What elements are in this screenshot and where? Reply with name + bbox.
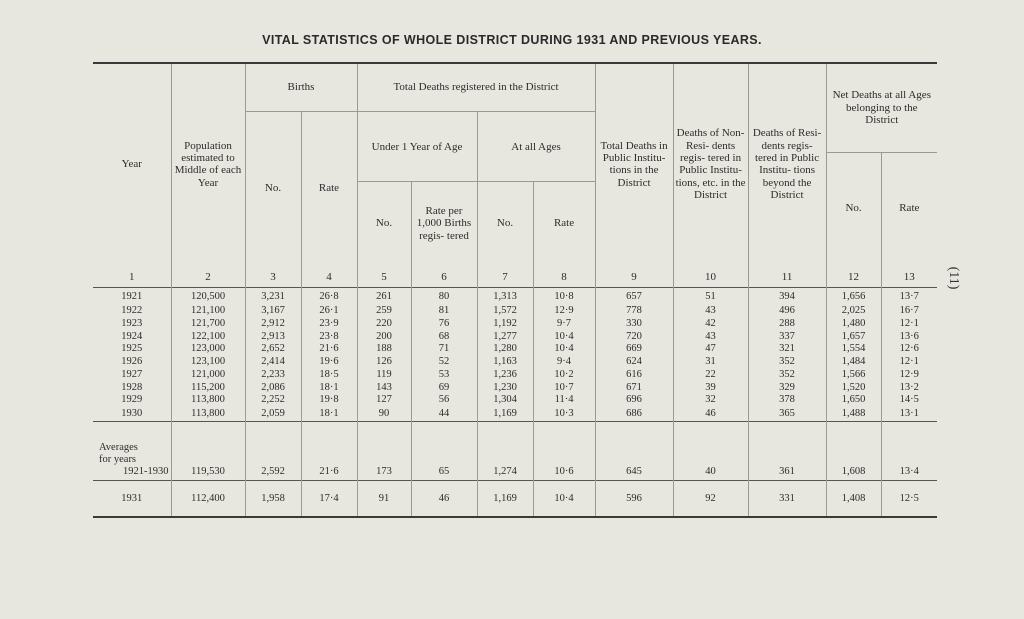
table-cell: 1,277	[477, 330, 533, 343]
averages-cell: 1,274	[477, 421, 533, 480]
header-under1-no: No.	[357, 182, 411, 265]
table-cell: 90	[357, 407, 411, 422]
averages-cell: 21·6	[301, 421, 357, 480]
page-number: (11)	[946, 266, 961, 290]
table-cell: 122,100	[171, 330, 245, 343]
year-1931-cell: 17·4	[301, 481, 357, 517]
table-cell: 9·4	[533, 356, 595, 369]
table-cell: 330	[595, 318, 673, 331]
table-cell: 68	[411, 330, 477, 343]
table-cell: 10·4	[533, 330, 595, 343]
table-cell: 32	[673, 394, 748, 407]
table-cell: 10·2	[533, 368, 595, 381]
table-cell: 46	[673, 407, 748, 422]
table-cell: 3,167	[245, 305, 301, 318]
table-cell: 1930	[121, 407, 143, 419]
table-cell: 115,200	[171, 381, 245, 394]
year-1931-cell: 331	[748, 481, 826, 517]
vital-statistics-table	[93, 62, 937, 518]
table-cell: 337	[748, 330, 826, 343]
year-1931-cell: 91	[357, 481, 411, 517]
table-cell: 26·1	[301, 305, 357, 318]
table-cell: 1,280	[477, 343, 533, 356]
table-cell: 321	[748, 343, 826, 356]
table-cell: 13·2	[881, 381, 937, 394]
year-1931-cell: 46	[411, 481, 477, 517]
table-cell: 21·6	[301, 343, 357, 356]
table-cell: 329	[748, 381, 826, 394]
table-cell: 1,163	[477, 356, 533, 369]
header-net-deaths: Net Deaths at all Ages belonging to the District	[826, 63, 937, 152]
table-cell: 1929	[121, 394, 143, 406]
year-1931-cell: 596	[595, 481, 673, 517]
table-cell: 657	[595, 288, 673, 305]
header-all-no: No.	[477, 182, 533, 265]
table-cell: 2,233	[245, 368, 301, 381]
table-cell: 1922	[121, 305, 143, 317]
table-cell: 22	[673, 368, 748, 381]
table-cell: 120,500	[171, 288, 245, 305]
table-cell: 1,480	[826, 318, 881, 331]
table-cell: 9·7	[533, 318, 595, 331]
table-cell: 16·7	[881, 305, 937, 318]
table-cell: 671	[595, 381, 673, 394]
table-cell: 44	[411, 407, 477, 422]
column-number: 4	[301, 265, 357, 288]
table-cell: 669	[595, 343, 673, 356]
table-cell: 18·1	[301, 407, 357, 422]
table-cell: 1,650	[826, 394, 881, 407]
header-deaths-non-residents: Deaths of Non- Resi- dents regis- tered in Public Institu- tions, etc. in the District	[673, 63, 748, 265]
table-cell: 121,700	[171, 318, 245, 331]
table-cell: 365	[748, 407, 826, 422]
table-cell: 352	[748, 368, 826, 381]
table-cell: 288	[748, 318, 826, 331]
table-cell: 1,304	[477, 394, 533, 407]
averages-cell: 173	[357, 421, 411, 480]
averages-label-line: 1921-1930	[123, 465, 169, 477]
table-cell: 2,025	[826, 305, 881, 318]
table-cell: 720	[595, 330, 673, 343]
table-cell: 2,414	[245, 356, 301, 369]
averages-cell: 40	[673, 421, 748, 480]
table-cell: 11·4	[533, 394, 595, 407]
table-cell: 1926	[121, 356, 143, 368]
table-cell: 12·6	[881, 343, 937, 356]
table-cell: 123,000	[171, 343, 245, 356]
header-deaths-residents: Deaths of Resi- dents regis- tered in Public Institu- tions beyond the District	[748, 63, 826, 265]
column-number: 5	[357, 265, 411, 288]
header-under1-rate: Rate per 1,000 Births regis- tered	[411, 182, 477, 265]
table-cell: 71	[411, 343, 477, 356]
table-cell: 1,554	[826, 343, 881, 356]
table-cell: 76	[411, 318, 477, 331]
column-number: 2	[171, 265, 245, 288]
header-all-rate: Rate	[533, 182, 595, 265]
averages-cell: 119,530	[171, 421, 245, 480]
table-cell: 3,231	[245, 288, 301, 305]
header-net-rate: Rate	[881, 152, 937, 264]
table-cell: 127	[357, 394, 411, 407]
table-cell: 2,086	[245, 381, 301, 394]
header-under-1-year: Under 1 Year of Age	[357, 112, 477, 182]
table-cell: 12·9	[881, 368, 937, 381]
column-number: 7	[477, 265, 533, 288]
table-cell: 352	[748, 356, 826, 369]
column-number: 12	[826, 265, 881, 288]
table-cell: 10·7	[533, 381, 595, 394]
table-cell: 119	[357, 368, 411, 381]
table-cell: 113,800	[171, 407, 245, 422]
table-cell: 696	[595, 394, 673, 407]
year-1931-cell: 1931	[93, 481, 171, 517]
table-cell: 1,236	[477, 368, 533, 381]
table-cell: 624	[595, 356, 673, 369]
table-cell: 1921	[93, 288, 171, 305]
column-number: 9	[595, 265, 673, 288]
table-cell: 1,169	[477, 407, 533, 422]
table-cell: 39	[673, 381, 748, 394]
header-total-deaths-public: Total Deaths in Public Institu- tions in the District	[595, 63, 673, 265]
averages-label-line: for years	[99, 453, 137, 465]
table-cell: 47	[673, 343, 748, 356]
table-cell: 2,652	[245, 343, 301, 356]
table-cell: 52	[411, 356, 477, 369]
averages-cell: 65	[411, 421, 477, 480]
table-cell: 113,800	[171, 394, 245, 407]
table-cell: 259	[357, 305, 411, 318]
table-cell: 1,566	[826, 368, 881, 381]
table-cell: 1925	[121, 343, 143, 355]
table-cell: 1,488	[826, 407, 881, 422]
table-cell: 13·7	[881, 288, 937, 305]
table-cell: 1927	[121, 368, 143, 380]
table-cell: 2,059	[245, 407, 301, 422]
table-cell: 12·1	[881, 318, 937, 331]
table-cell: 10·8	[533, 288, 595, 305]
header-net-no: No.	[826, 152, 881, 264]
averages-cell: 1,608	[826, 421, 881, 480]
averages-cell: 361	[748, 421, 826, 480]
year-1931-cell: 92	[673, 481, 748, 517]
table-cell: 23·9	[301, 318, 357, 331]
table-cell: 10·4	[533, 343, 595, 356]
column-number: 11	[748, 265, 826, 288]
table-cell: 18·1	[301, 381, 357, 394]
column-number: 8	[533, 265, 595, 288]
year-1931-cell: 12·5	[881, 481, 937, 517]
table-cell: 1,656	[826, 288, 881, 305]
averages-label	[93, 421, 171, 480]
table-cell: 778	[595, 305, 673, 318]
table-cell: 13·6	[881, 330, 937, 343]
table-cell: 1,572	[477, 305, 533, 318]
year-1931-cell: 1,408	[826, 481, 881, 517]
column-number: 13	[881, 265, 937, 288]
averages-cell: 645	[595, 421, 673, 480]
table-cell: 12·1	[881, 356, 937, 369]
table-cell: 123,100	[171, 356, 245, 369]
column-number: 3	[245, 265, 301, 288]
table-cell: 2,912	[245, 318, 301, 331]
table-cell: 80	[411, 288, 477, 305]
table-cell: 1,313	[477, 288, 533, 305]
table-cell: 43	[673, 330, 748, 343]
table-cell: 1923	[121, 318, 143, 329]
header-births-rate: Rate	[301, 112, 357, 265]
table-cell: 69	[411, 381, 477, 394]
year-1931-cell: 1,958	[245, 481, 301, 517]
year-1931-cell: 1,169	[477, 481, 533, 517]
table-cell: 220	[357, 318, 411, 331]
table-cell: 1924	[121, 330, 143, 342]
averages-cell: 2,592	[245, 421, 301, 480]
page-title: VITAL STATISTICS OF WHOLE DISTRICT DURING 1931 AND PREVIOUS YEARS.	[262, 33, 762, 47]
table-cell: 1928	[121, 381, 143, 393]
table-cell: 686	[595, 407, 673, 422]
table-cell: 616	[595, 368, 673, 381]
table-cell: 81	[411, 305, 477, 318]
table-cell: 188	[357, 343, 411, 356]
table-cell: 2,913	[245, 330, 301, 343]
table-cell: 1,230	[477, 381, 533, 394]
table-cell: 56	[411, 394, 477, 407]
table-cell: 26·8	[301, 288, 357, 305]
table-cell: 2,252	[245, 394, 301, 407]
column-number: 6	[411, 265, 477, 288]
table-cell: 10·3	[533, 407, 595, 422]
year-1931-cell: 10·4	[533, 481, 595, 517]
table-cell: 1,520	[826, 381, 881, 394]
table-cell: 200	[357, 330, 411, 343]
table-cell: 261	[357, 288, 411, 305]
table-cell: 12·9	[533, 305, 595, 318]
header-all-ages: At all Ages	[477, 112, 595, 182]
table-cell: 394	[748, 288, 826, 305]
table-cell: 1,657	[826, 330, 881, 343]
averages-label-line: Averages	[99, 442, 138, 454]
header-year: Year	[93, 63, 171, 265]
table-cell: 53	[411, 368, 477, 381]
averages-cell: 13·4	[881, 421, 937, 480]
header-births: Births	[245, 63, 357, 112]
table-cell: 378	[748, 394, 826, 407]
column-number: 10	[673, 265, 748, 288]
table-cell: 31	[673, 356, 748, 369]
header-births-no: No.	[245, 112, 301, 265]
table-cell: 14·5	[881, 394, 937, 407]
table-cell: 23·8	[301, 330, 357, 343]
table-cell: 13·1	[881, 407, 937, 422]
table-cell: 1,484	[826, 356, 881, 369]
year-1931-cell: 112,400	[171, 481, 245, 517]
table-cell: 1,192	[477, 318, 533, 331]
table-cell: 19·6	[301, 356, 357, 369]
table-cell: 126	[357, 356, 411, 369]
averages-cell: 10·6	[533, 421, 595, 480]
column-number: 1	[129, 271, 135, 284]
header-population: Population estimated to Middle of each Year	[171, 63, 245, 265]
table-cell: 496	[748, 305, 826, 318]
table-cell: 42	[673, 318, 748, 331]
table-cell: 143	[357, 381, 411, 394]
table-cell: 18·5	[301, 368, 357, 381]
header-total-deaths: Total Deaths registered in the District	[357, 63, 595, 112]
table-cell: 121,100	[171, 305, 245, 318]
table-cell: 19·8	[301, 394, 357, 407]
table-cell: 43	[673, 305, 748, 318]
table-cell: 121,000	[171, 368, 245, 381]
table-cell: 51	[673, 288, 748, 305]
